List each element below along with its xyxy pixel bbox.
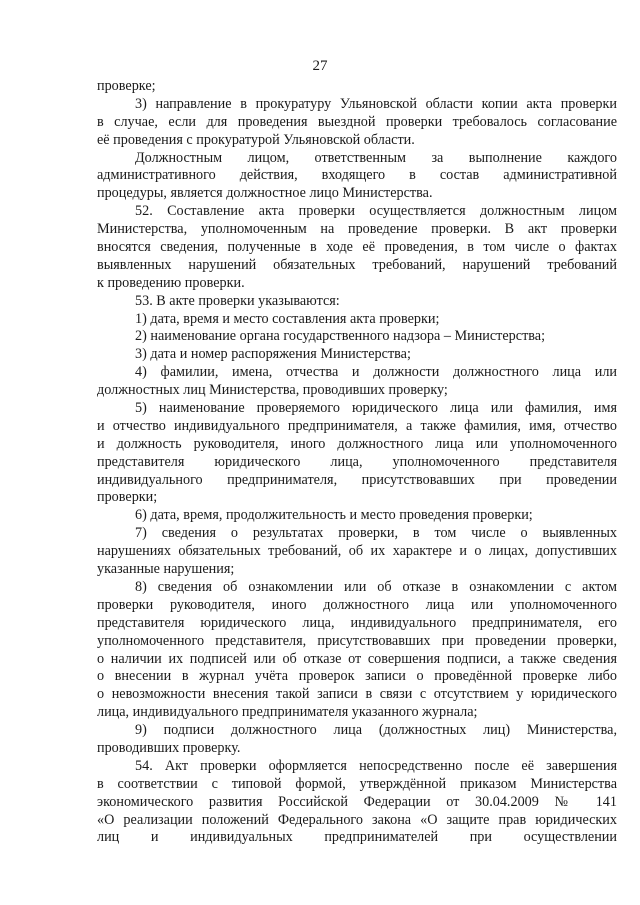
page-number: 27 xyxy=(312,58,328,74)
text-line: лиц и индивидуальных предпринимателей при осуществлении xyxy=(97,829,617,846)
text-line: о невозможности внесения такой записи в связи с отсутствием у юридического xyxy=(97,686,617,703)
text-line: указанные нарушения; xyxy=(97,561,235,578)
text-line: о внесении в журнал учёта проверок записи о проведённой проверке либо xyxy=(97,668,617,685)
text-line: 7) сведения о результатах проверки, в том числе о выявленных xyxy=(135,525,617,542)
document-body xyxy=(97,78,617,847)
text-line: о наличии их подписей или об отказе от совершения подписи, а также сведения xyxy=(97,650,617,667)
text-line: проверки; xyxy=(97,489,158,506)
text-line: 5) наименование проверяемого юридического лица или фамилия, имя xyxy=(135,400,617,417)
text-line: проверке; xyxy=(97,78,156,94)
text-line: экономического развития Российской Федерации от 30.04.2009 № 141 xyxy=(97,793,617,810)
text-line: 6) дата, время, продолжительность и место проведения проверки; xyxy=(135,507,533,524)
text-line: 4) фамилии, имена, отчества и должности должностного лица или xyxy=(135,364,617,381)
text-line: проводивших проверку. xyxy=(97,739,241,756)
text-line: 53. В акте проверки указываются: xyxy=(135,292,340,309)
text-line: выявленных нарушений обязательных требований, нарушений требований xyxy=(97,256,617,273)
text-line: и отчество индивидуального предпринимателя, а также фамилия, имя, отчество xyxy=(97,417,617,434)
text-line: 8) сведения об ознакомлении или об отказе в ознакомлении с актом xyxy=(135,578,617,595)
text-line: представителя юридического лица, уполномоченного представителя xyxy=(97,453,617,470)
text-line: 1) дата, время и место составления акта проверки; xyxy=(135,310,440,327)
text-line: должностных лиц Министерства, проводивших проверку; xyxy=(97,382,448,399)
text-line: вносятся сведения, полученные в ходе её проведения, в том числе о фактах xyxy=(97,239,617,256)
text-line: и должность руководителя, иного должностного лица или уполномоченного xyxy=(97,435,617,452)
text-line: лица, индивидуального предпринимателя указанного журнала; xyxy=(97,704,478,721)
text-line: Должностным лицом, ответственным за выполнение каждого xyxy=(135,149,617,166)
text-line: индивидуального предпринимателя, присутствовавших при проведении xyxy=(97,471,617,488)
text-line: в соответствии с типовой формой, утверждённой приказом Министерства xyxy=(97,775,617,792)
text-line: к проведению проверки. xyxy=(97,274,245,291)
text-line: 2) наименование органа государственного надзора – Министерства; xyxy=(135,328,546,345)
text-line: нарушениях обязательных требований, об их характере и о лицах, допустивших xyxy=(97,543,617,560)
text-line: в случае, если для проведения выездной проверки требовалось согласование xyxy=(97,113,617,130)
text-line: 9) подписи должностного лица (должностных лиц) Министерства, xyxy=(135,722,617,739)
text-line: проверки руководителя, иного должностного лица или уполномоченного xyxy=(97,596,617,613)
text-line: процедуры, является должностное лицо Министерства. xyxy=(97,185,433,202)
text-line: административного действия, входящего в состав административной xyxy=(97,167,617,184)
text-line: «О реализации положений Федерального закона «О защите прав юридических xyxy=(97,811,617,828)
text-line: 3) дата и номер распоряжения Министерства; xyxy=(135,346,411,363)
text-line: 52. Составление акта проверки осуществляется должностным лицом xyxy=(135,203,617,220)
text-line: 3) направление в прокуратуру Ульяновской области копии акта проверки xyxy=(135,95,617,112)
text-line: Министерства, уполномоченным на проведение проверки. В акт проверки xyxy=(97,221,617,238)
text-line: 54. Акт проверки оформляется непосредственно после её завершения xyxy=(135,757,617,774)
text-line: уполномоченного представителя, присутствовавших при проведении проверки, xyxy=(97,632,617,649)
text-line: её проведения с прокуратурой Ульяновской области. xyxy=(97,131,415,148)
text-line: представителя юридического лица, индивидуального предпринимателя, его xyxy=(97,614,617,631)
